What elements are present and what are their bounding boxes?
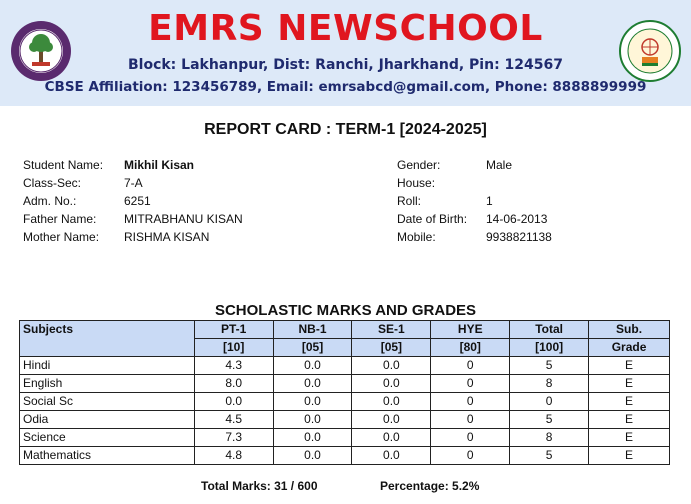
subject-cell: English	[20, 375, 195, 393]
header-pt1-max: [10]	[194, 339, 273, 357]
pt1-cell: 4.5	[194, 411, 273, 429]
grade-cell: E	[589, 375, 670, 393]
report-title: REPORT CARD : TERM-1 [2024-2025]	[204, 121, 487, 138]
father-name-value: MITRABHANU KISAN	[124, 212, 243, 226]
nb1-cell: 0.0	[273, 357, 352, 375]
dob-label: Date of Birth:	[397, 212, 468, 226]
table-row	[20, 357, 670, 375]
se1-cell: 0.0	[352, 429, 431, 447]
class-sec-value: 7-A	[124, 176, 143, 190]
table-header-row-top	[20, 321, 670, 339]
se1-cell: 0.0	[352, 393, 431, 411]
pt1-cell: 0.0	[194, 393, 273, 411]
school-name: EMRS NEWSCHOOL	[148, 8, 543, 49]
subject-cell: Mathematics	[20, 447, 195, 465]
nb1-cell: 0.0	[273, 429, 352, 447]
table-row	[20, 393, 670, 411]
mother-name-label: Mother Name:	[23, 230, 100, 244]
hye-cell: 0	[431, 429, 510, 447]
header-nb1-max: [05]	[273, 339, 352, 357]
pt1-cell: 7.3	[194, 429, 273, 447]
total-cell: 0	[510, 393, 589, 411]
roll-value: 1	[486, 194, 493, 208]
student-name-value: Mikhil Kisan	[124, 158, 195, 172]
grade-cell: E	[589, 411, 670, 429]
header-se1-max: [05]	[352, 339, 431, 357]
table-row	[20, 411, 670, 429]
total-cell: 8	[510, 429, 589, 447]
se1-cell: 0.0	[352, 375, 431, 393]
school-header	[0, 0, 691, 106]
percentage: Percentage: 5.2%	[380, 479, 480, 493]
se1-cell: 0.0	[352, 447, 431, 465]
pt1-cell: 4.3	[194, 357, 273, 375]
hye-cell: 0	[431, 447, 510, 465]
roll-label: Roll:	[397, 194, 422, 208]
school-contact: CBSE Affiliation: 123456789, Email: emrsabcd@gmail.com, Phone: 8888899999	[44, 79, 647, 95]
total-cell: 5	[510, 447, 589, 465]
gender-label: Gender:	[397, 158, 441, 172]
nb1-cell: 0.0	[273, 447, 352, 465]
se1-cell: 0.0	[352, 411, 431, 429]
gender-value: Male	[486, 158, 513, 172]
nb1-cell: 0.0	[273, 375, 352, 393]
father-name-label: Father Name:	[23, 212, 97, 226]
mobile-value: 9938821138	[486, 230, 552, 244]
student-name-label: Student Name:	[23, 158, 104, 172]
adm-no-value: 6251	[124, 194, 151, 208]
subject-cell: Hindi	[20, 357, 195, 375]
school-address: Block: Lakhanpur, Dist: Ranchi, Jharkhand, Pin: 124567	[127, 57, 563, 73]
mother-name-value: RISHMA KISAN	[124, 230, 210, 244]
header-se1: SE-1	[352, 321, 431, 339]
header-hye-max: [80]	[431, 339, 510, 357]
grade-cell: E	[589, 447, 670, 465]
header-pt1: PT-1	[194, 321, 273, 339]
header-subjects: Subjects	[20, 321, 195, 357]
scholastic-title: SCHOLASTIC MARKS AND GRADES	[214, 302, 477, 319]
dob-value: 14-06-2013	[486, 212, 548, 226]
grade-cell: E	[589, 429, 670, 447]
header-nb1: NB-1	[273, 321, 352, 339]
grade-cell: E	[589, 393, 670, 411]
house-label: House:	[397, 176, 436, 190]
total-cell: 5	[510, 357, 589, 375]
total-cell: 8	[510, 375, 589, 393]
header-hye: HYE	[431, 321, 510, 339]
nb1-cell: 0.0	[273, 411, 352, 429]
hye-cell: 0	[431, 411, 510, 429]
pt1-cell: 8.0	[194, 375, 273, 393]
pt1-cell: 4.8	[194, 447, 273, 465]
marks-table	[19, 320, 670, 465]
header-total-max: [100]	[510, 339, 589, 357]
header-grade: Grade	[589, 339, 670, 357]
hye-cell: 0	[431, 375, 510, 393]
header-total: Total	[510, 321, 589, 339]
table-row	[20, 447, 670, 465]
adm-no-label: Adm. No.:	[23, 194, 77, 208]
table-row	[20, 375, 670, 393]
hye-cell: 0	[431, 393, 510, 411]
se1-cell: 0.0	[352, 357, 431, 375]
nb1-cell: 0.0	[273, 393, 352, 411]
grade-cell: E	[589, 357, 670, 375]
subject-cell: Odia	[20, 411, 195, 429]
total-cell: 5	[510, 411, 589, 429]
subject-cell: Science	[20, 429, 195, 447]
class-sec-label: Class-Sec:	[23, 176, 82, 190]
mobile-label: Mobile:	[397, 230, 436, 244]
total-marks: Total Marks: 31 / 600	[201, 479, 318, 493]
hye-cell: 0	[431, 357, 510, 375]
header-sub: Sub.	[589, 321, 670, 339]
subject-cell: Social Sc	[20, 393, 195, 411]
table-row	[20, 429, 670, 447]
